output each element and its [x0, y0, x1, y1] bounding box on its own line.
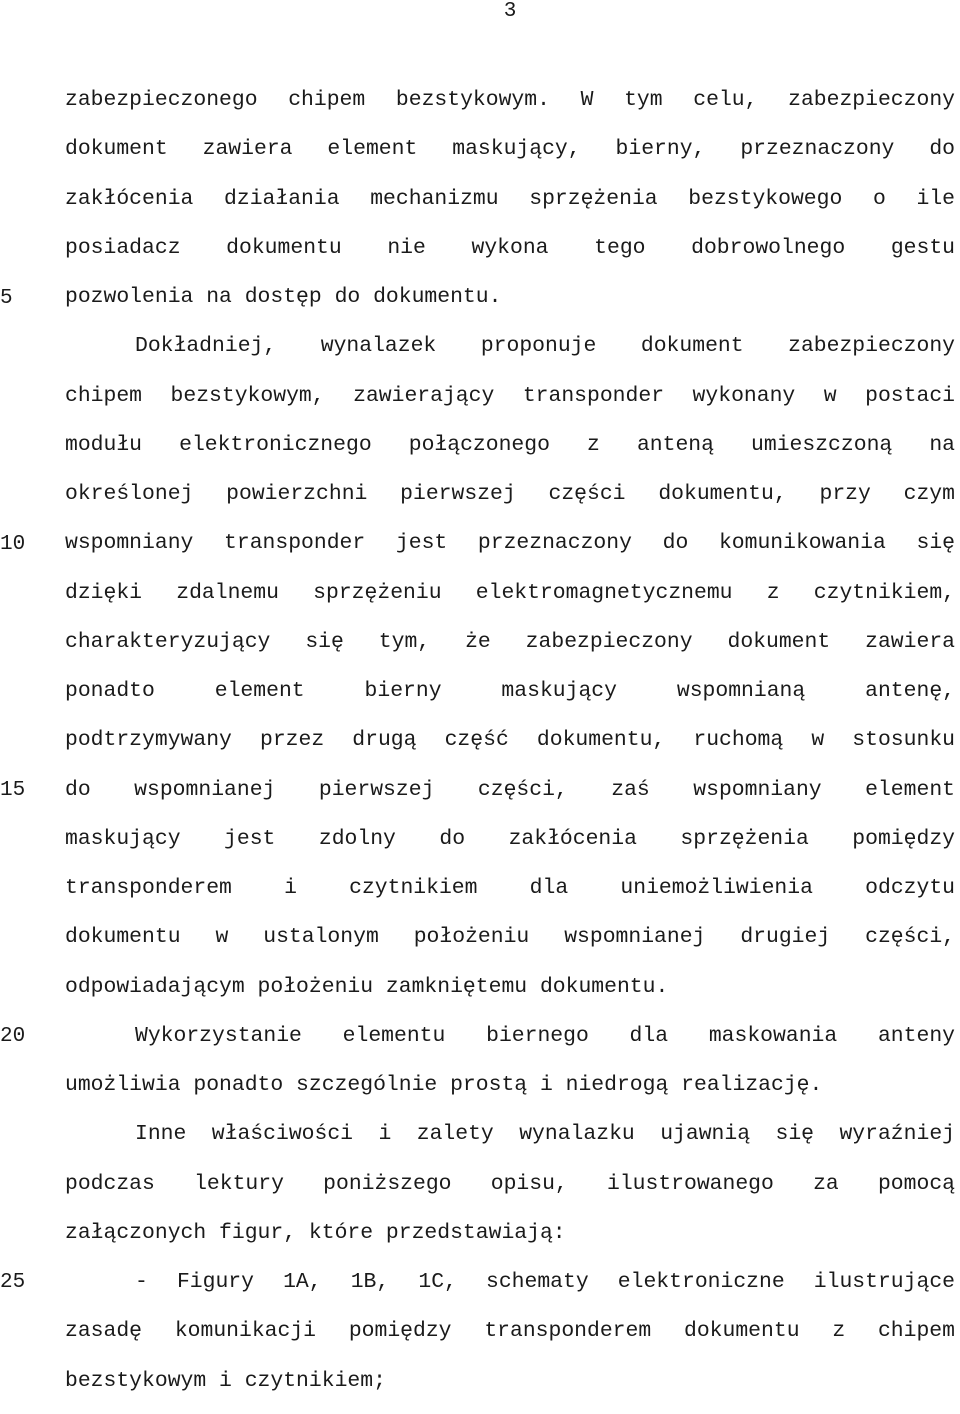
body-text — [65, 84, 955, 1414]
text-line: zabezpieczonego chipem bezstykowym. W tym celu, zabezpieczony — [65, 88, 955, 112]
text-line: posiadacz dokumentu nie wykona tego dobrowolnego gestu — [65, 235, 955, 260]
line-number-15: 15 — [0, 779, 26, 802]
text-line: ponadto element bierny maskujący wspomnianą antenę, — [65, 679, 955, 703]
text-line: dzięki zdalnemu sprzężeniu elektromagnetycznemu z czytnikiem, — [65, 580, 955, 605]
text-line: dokument zawiera element maskujący, bierny, przeznaczony do — [65, 137, 955, 162]
text-line: dokumentu w ustalonym położeniu wspomnianej drugiej części, — [65, 925, 955, 950]
line-number-20: 20 — [0, 1025, 26, 1048]
text-line: chipem bezstykowym, zawierający transponder wykonany w postaci — [65, 383, 955, 408]
text-line: Inne właściwości i zalety wynalazku ujawnią się wyraźniej — [135, 1122, 955, 1147]
text-line: modułu elektronicznego połączonego z anteną umieszczoną na — [65, 432, 955, 457]
text-line: Dokładniej, wynalazek proponuje dokument zabezpieczony — [135, 334, 955, 359]
text-line: odpowiadającym położeniu zamkniętemu dokumentu. — [65, 974, 669, 999]
line-number-5: 5 — [0, 287, 13, 310]
text-line: maskujący jest zdolny do zakłócenia sprzężenia pomiędzy — [65, 826, 955, 851]
text-line: umożliwia ponadto szczególnie prostą i niedrogą realizację. — [65, 1073, 823, 1097]
text-line: - Figury 1A, 1B, 1C, schematy elektroniczne ilustrujące — [135, 1270, 955, 1294]
line-number-25: 25 — [0, 1271, 26, 1294]
text-line: wspomniany transponder jest przeznaczony do komunikowania się — [65, 531, 955, 556]
text-line: charakteryzujący się tym, że zabezpieczony dokument zawiera — [65, 629, 955, 654]
text-line: określonej powierzchni pierwszej części dokumentu, przy czym — [65, 482, 955, 506]
text-line: transponderem i czytnikiem dla uniemożliwienia odczytu — [65, 876, 955, 900]
text-line: Wykorzystanie elementu biernego dla maskowania anteny — [135, 1023, 955, 1048]
page-number: 3 — [503, 0, 517, 23]
text-line: załączonych figur, które przedstawiają: — [65, 1220, 566, 1245]
text-line: do wspomnianej pierwszej części, zaś wspomniany element — [65, 777, 955, 802]
text-line: podtrzymywany przez drugą część dokumentu, ruchomą w stosunku — [65, 728, 955, 753]
text-line: zakłócenia działania mechanizmu sprzężenia bezstykowego o ile — [65, 186, 955, 211]
text-line: pozwolenia na dostęp do dokumentu. — [65, 285, 502, 309]
line-number-10: 10 — [0, 533, 26, 556]
text-line: bezstykowym i czytnikiem; — [65, 1368, 386, 1393]
text-line: podczas lektury poniższego opisu, ilustrowanego za pomocą — [65, 1171, 955, 1196]
text-line: zasadę komunikacji pomiędzy transponderem dokumentu z chipem — [65, 1319, 955, 1344]
